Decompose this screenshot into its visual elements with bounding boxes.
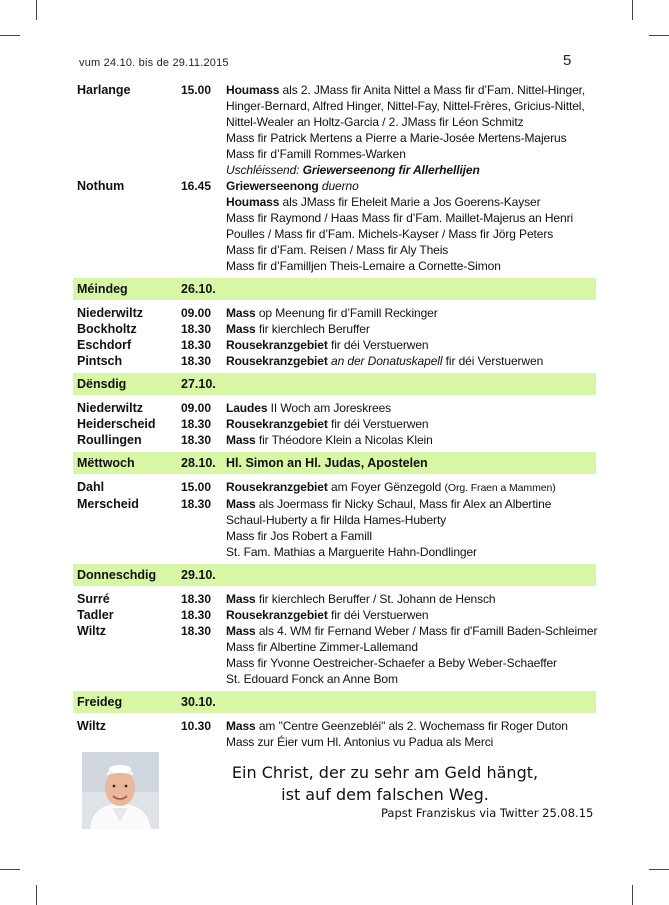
description-line: [226, 98, 596, 114]
service-time: 09.00: [181, 401, 212, 415]
text-segment: Rousekranzgebiet: [226, 417, 328, 431]
schedule-entry: [73, 353, 596, 369]
entry-description: [226, 178, 596, 274]
schedule-entry: [73, 416, 596, 432]
text-segment: Griewerseenong fir Allerhellijen: [302, 163, 480, 177]
entry-description: [226, 321, 596, 337]
text-segment: fir déi Verstuerwen: [327, 417, 429, 431]
text-segment: Hinger-Bernard, Alfred Hinger, Nittel-Fay, Nittel-Frères, Gricius-Nittel,: [226, 99, 585, 113]
place-name: Dahl: [77, 480, 105, 494]
entry-description: [226, 82, 596, 178]
description-line: [226, 528, 596, 544]
place-name: Niederwiltz: [77, 401, 143, 415]
text-segment: Rousekranzgebiet: [226, 608, 328, 622]
text-segment: Mass fir Yvonne Oestreicher-Schaefer a Beby Weber-Schaeffer: [226, 656, 557, 670]
crop-mark: [36, 0, 37, 20]
service-time: 18.30: [181, 608, 212, 622]
service-time: 18.30: [181, 338, 212, 352]
crop-mark: [632, 0, 633, 20]
description-line: [226, 591, 596, 607]
text-segment: als JMass fir Eheleit Marie a Jos Goerens-Kayser: [279, 195, 541, 209]
description-line: [226, 718, 596, 734]
service-time: 09.00: [181, 306, 212, 320]
description-line: [226, 82, 596, 98]
description-line: [226, 353, 596, 369]
description-line: [226, 544, 596, 560]
crop-mark: [0, 35, 20, 36]
text-segment: fir déi Verstuerwen: [442, 354, 544, 368]
place-name: Heiderscheid: [77, 417, 156, 431]
text-segment: am "Centre Geenzebléi" als 2. Wochemass fir Roger Duton: [255, 719, 568, 733]
entry-description: [226, 400, 596, 416]
text-segment: Nittel-Wealer an Holtz-Garcia / 2. JMass fir Léon Schmitz: [226, 115, 524, 129]
text-segment: als Joermass fir Nicky Schaul, Mass fir Alex an Albertine: [255, 497, 552, 511]
day-name: Dënsdig: [77, 377, 127, 391]
schedule-entry: [73, 432, 596, 448]
entry-description: [226, 479, 596, 496]
schedule-entry: [73, 496, 596, 560]
day-date: 28.10.: [181, 456, 216, 470]
entry-description: [226, 305, 596, 321]
text-segment: als 4. WM fir Fernand Weber / Mass fir d'Famill Baden-Schleimer: [255, 624, 598, 638]
schedule-entry: [73, 321, 596, 337]
description-line: [226, 114, 596, 130]
entry-description: [226, 591, 596, 607]
description-line: [226, 639, 596, 655]
schedule-entry: [73, 400, 596, 416]
pope-portrait-icon: [82, 752, 159, 829]
text-segment: Mass: [226, 306, 256, 320]
place-name: Bockholtz: [77, 322, 137, 336]
text-segment: Mass: [226, 719, 256, 733]
entry-description: [226, 416, 596, 432]
text-segment: fir Théodore Klein a Nicolas Klein: [255, 433, 433, 447]
text-segment: am Foyer Gënzegold: [327, 480, 445, 494]
text-segment: fir kierchlech Beruffer: [255, 322, 370, 336]
description-line: [226, 305, 596, 321]
schedule-entry: [73, 178, 596, 274]
text-segment: fir kierchlech Beruffer / St. Johann de Hensch: [255, 592, 496, 606]
service-time: 18.30: [181, 624, 212, 638]
text-segment: Mass fir Albertine Zimmer-Lallemand: [226, 640, 418, 654]
description-line: [226, 432, 596, 448]
text-segment: Rousekranzgebiet: [226, 354, 328, 368]
description-line: [226, 146, 596, 162]
text-segment: Mass: [226, 433, 256, 447]
text-segment: Houmass: [226, 195, 280, 209]
service-time: 18.30: [181, 322, 212, 336]
entry-description: [226, 607, 596, 623]
service-time: 18.30: [181, 592, 212, 606]
quote-attribution: Papst Franziskus via Twitter 25.08.15: [381, 806, 594, 820]
entry-description: [226, 623, 596, 687]
schedule-entry: [73, 337, 596, 353]
text-segment: Rousekranzgebiet: [226, 480, 328, 494]
day-date: 26.10.: [181, 282, 216, 296]
entry-description: [226, 718, 596, 750]
text-segment: Mass fir d’Famill Rommes-Warken: [226, 147, 406, 161]
text-segment: Mass: [226, 592, 256, 606]
crop-mark: [649, 35, 669, 36]
text-segment: Uschléissend:: [226, 163, 303, 177]
description-line: [226, 321, 596, 337]
place-name: Tadler: [77, 608, 114, 622]
text-segment: II Woch am Joreskrees: [267, 401, 392, 415]
quote: [160, 762, 610, 806]
day-header: [73, 278, 596, 300]
day-header: [73, 373, 596, 395]
text-segment: (Org. Fraen a Mammen): [444, 482, 556, 494]
schedule-entry: [73, 607, 596, 623]
text-segment: als 2. JMass fir Anita Nittel a Mass fir d’Fam. Nittel-Hinger,: [279, 83, 586, 97]
day-header: [73, 452, 596, 474]
crop-mark: [632, 885, 633, 905]
place-name: Niederwiltz: [77, 306, 143, 320]
text-segment: Mass: [226, 322, 256, 336]
description-line: [226, 655, 596, 671]
place-name: Pintsch: [77, 354, 123, 368]
day-date: 27.10.: [181, 377, 216, 391]
day-date: 30.10.: [181, 695, 216, 709]
text-segment: St. Fam. Mathias a Marguerite Hahn-Dondlinger: [226, 545, 477, 559]
text-segment: Mass fir Patrick Mertens a Pierre a Marie-Josée Mertens-Majerus: [226, 131, 567, 145]
description-line: [226, 194, 596, 210]
entry-description: [226, 432, 596, 448]
service-time: 18.30: [181, 497, 212, 511]
crop-mark: [649, 869, 669, 870]
text-segment: fir déi Verstuerwen: [327, 338, 429, 352]
service-time: 15.00: [181, 480, 212, 494]
place-name: Merscheid: [77, 497, 139, 511]
description-line: [226, 162, 596, 178]
text-segment: op Meenung fir d’Famill Reckinger: [255, 306, 438, 320]
text-segment: duerno: [318, 179, 359, 193]
text-segment: Mass fir d’Fam. Reisen / Mass fir Aly Theis: [226, 243, 449, 257]
day-header: [73, 564, 596, 586]
description-line: [226, 178, 596, 194]
description-line: [226, 258, 596, 274]
text-segment: Mass fir d’Familljen Theis-Lemaire a Cornette-Simon: [226, 259, 501, 273]
description-line: [226, 512, 596, 528]
description-line: [226, 416, 596, 432]
entry-description: [226, 353, 596, 369]
text-segment: fir déi Verstuerwen: [327, 608, 429, 622]
day-name: Méindeg: [77, 282, 128, 296]
service-time: 18.30: [181, 433, 212, 447]
text-segment: Mass fir Jos Robert a Famill: [226, 529, 372, 543]
text-segment: Mass: [226, 624, 256, 638]
text-segment: Schaul-Huberty a fir Hilda Hames-Huberty: [226, 513, 447, 527]
place-name: Nothum: [77, 179, 125, 193]
date-range-header: vum 24.10. bis de 29.11.2015: [79, 57, 229, 69]
service-time: 16.45: [181, 179, 212, 193]
text-segment: Laudes: [226, 401, 268, 415]
feast-name: Hl. Simon an Hl. Judas, Apostelen: [226, 456, 428, 470]
description-line: [226, 734, 596, 750]
service-time: 18.30: [181, 417, 212, 431]
day-date: 29.10.: [181, 568, 216, 582]
service-time: 18.30: [181, 354, 212, 368]
description-line: [226, 479, 596, 496]
schedule-entry: [73, 305, 596, 321]
description-line: [226, 226, 596, 242]
text-segment: Rousekranzgebiet: [226, 338, 328, 352]
description-line: [226, 623, 596, 639]
service-time: 10.30: [181, 719, 212, 733]
text-segment: Griewerseenong: [226, 179, 319, 193]
place-name: Roullingen: [77, 433, 142, 447]
quote-line-1: Ein Christ, der zu sehr am Geld hängt,: [231, 763, 539, 782]
place-name: Surré: [77, 592, 110, 606]
description-line: [226, 242, 596, 258]
entry-description: [226, 337, 596, 353]
text-segment: an der Donatuskapell: [327, 354, 443, 368]
day-header: [73, 691, 596, 713]
day-name: Donneschdig: [77, 568, 157, 582]
text-segment: Mass: [226, 497, 256, 511]
text-segment: Poulles / Mass fir d’Fam. Michels-Kayser / Mass fir Jörg Peters: [226, 227, 554, 241]
schedule-entry: [73, 479, 596, 496]
text-segment: Mass fir Raymond / Haas Mass fir d’Fam. Maillet-Majerus an Henri: [226, 211, 574, 225]
schedule-entry: [73, 718, 596, 750]
description-line: [226, 496, 596, 512]
crop-mark: [36, 885, 37, 905]
schedule-entry: [73, 623, 596, 687]
schedule-list: [73, 82, 596, 750]
place-name: Wiltz: [77, 624, 107, 638]
crop-mark: [0, 869, 20, 870]
day-name: Freideg: [77, 695, 123, 709]
place-name: Wiltz: [77, 719, 107, 733]
text-segment: Houmass: [226, 83, 280, 97]
description-line: [226, 607, 596, 623]
schedule-entry: [73, 82, 596, 178]
page-number: 5: [563, 52, 572, 69]
description-line: [226, 130, 596, 146]
schedule-entry: [73, 591, 596, 607]
text-segment: St. Edouard Fonck an Anne Bom: [226, 672, 398, 686]
description-line: [226, 210, 596, 226]
text-segment: Mass zur Éier vum Hl. Antonius vu Padua als Merci: [226, 735, 494, 749]
entry-description: [226, 496, 596, 560]
place-name: Harlange: [77, 83, 131, 97]
quote-line-2: ist auf dem falschen Weg.: [281, 785, 489, 804]
description-line: [226, 337, 596, 353]
place-name: Eschdorf: [77, 338, 132, 352]
service-time: 15.00: [181, 83, 212, 97]
description-line: [226, 400, 596, 416]
day-name: Mëttwoch: [77, 456, 135, 470]
description-line: [226, 671, 596, 687]
